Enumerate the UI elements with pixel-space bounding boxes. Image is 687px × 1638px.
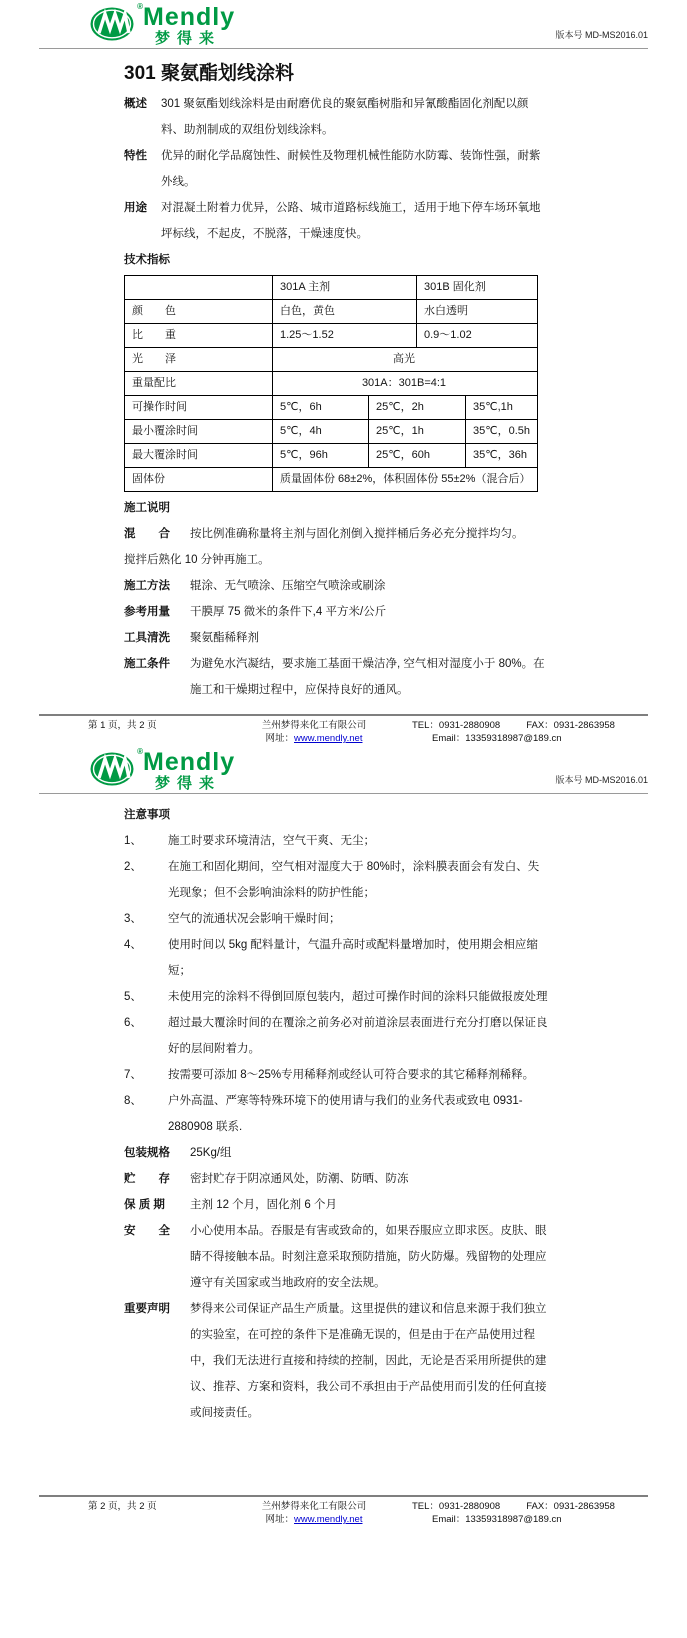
fax-label: FAX：0931-2863958 (526, 720, 615, 731)
info-text: 25Kg/组 (190, 1147, 232, 1159)
notice-number: 6、 (124, 1017, 142, 1029)
logo-emblem-icon (89, 747, 143, 788)
table-cell: 水白透明 (424, 305, 468, 317)
section-label: 用途 (124, 202, 147, 214)
section-label: 施工方法 (124, 580, 170, 592)
info-shelf-life (124, 1192, 548, 1218)
company-logo (89, 0, 235, 46)
page1-content (124, 49, 548, 703)
page-2 (0, 745, 687, 1638)
notice-item (124, 906, 548, 932)
info-label: 安 全 (124, 1225, 170, 1237)
notice-text: 户外高温、严寒等特殊环境下的使用请与我们的业务代表或致电 0931-2880908 联系. (168, 1095, 523, 1133)
tel-label: TEL：0931-2880908 (412, 720, 501, 731)
tech-spec-heading: 技术指标 (124, 254, 170, 266)
info-label: 贮 存 (124, 1173, 170, 1185)
section-label: 概述 (124, 98, 147, 110)
section-label: 施工条件 (124, 658, 170, 670)
info-safety (124, 1218, 548, 1296)
section-text: 按比例准确称量将主剂与固化剂倒入搅拌桶后务必充分搅拌均匀。 (190, 528, 524, 540)
notice-text: 空气的流通状况会影响干燥时间； (168, 913, 341, 925)
notice-number: 7、 (124, 1069, 142, 1081)
notice-text: 按需要可添加 8～25%专用稀释剂或经认可符合要求的其它稀释剂稀释。 (168, 1069, 535, 1081)
notice-number: 4、 (124, 939, 142, 951)
info-packaging (124, 1140, 548, 1166)
page1-header (39, 0, 648, 49)
section-text: 辊涂、无气喷涂、压缩空气喷涂或刷涂 (190, 580, 386, 592)
website-line (230, 1513, 398, 1526)
page1-footer (0, 714, 687, 745)
section-text: 聚氨酯稀释剂 (190, 632, 259, 644)
section-dosage (124, 599, 548, 625)
table-cell: 重量配比 (125, 372, 273, 395)
mixing-continuation: 搅拌后熟化 10 分钟再施工。 (124, 554, 270, 566)
company-name: 兰州梦得来化工有限公司 (261, 720, 367, 731)
website-label: 网址： (265, 733, 295, 744)
table-cell: 25℃，2h (369, 396, 466, 419)
table-cell: 高光 (393, 353, 415, 365)
table-row (125, 372, 537, 396)
section-label: 工具清洗 (124, 632, 170, 644)
table-cell: 5℃，4h (273, 420, 369, 443)
info-label: 保 质 期 (124, 1199, 165, 1211)
info-text: 主剂 12 个月，固化剂 6 个月 (190, 1199, 337, 1211)
website-link[interactable]: www.mendly.net (294, 733, 363, 744)
company-logo (89, 745, 235, 791)
table-cell: 可操作时间 (125, 396, 273, 419)
notice-text: 在施工和固化期间，空气相对湿度大于 80%时，涂料膜表面会有发白、失光现象；但不会影响油涂料的防护性能； (168, 861, 540, 899)
page-1 (0, 0, 687, 745)
table-cell: 5℃，96h (273, 444, 369, 467)
construction-heading: 施工说明 (124, 502, 170, 514)
table-cell: 301B 固化剂 (424, 281, 486, 293)
notice-number: 8、 (124, 1095, 142, 1107)
notice-item (124, 854, 548, 906)
table-cell: 25℃，60h (369, 444, 466, 467)
section-text: 干膜厚 75 微米的条件下,4 平方米/公斤 (190, 606, 387, 618)
table-row (125, 300, 537, 324)
page-title: 301 聚氨酯划线涂料 (124, 63, 294, 84)
table-cell: 白色，黄色 (273, 300, 417, 323)
section-label: 参考用量 (124, 606, 170, 618)
page2-header (39, 745, 648, 794)
table-cell: 最大覆涂时间 (125, 444, 273, 467)
bottom-margin (0, 1526, 687, 1638)
info-text: 小心使用本品。吞服是有害或致命的，如果吞服应立即求医。皮肤、眼睛不得接触本品。时刻注意采取预防措施，防火防爆。残留物的处理应遵守有关国家或当地政府的安全法规。 (190, 1225, 547, 1289)
info-text: 梦得来公司保证产品生产质量。这里提供的建议和信息来源于我们独立的实验室，在可控的条件下是准确无误的，但是由于在产品使用过程中，我们无法进行直接和持续的控制，因此，无论是否采用所提供的建议、推荐、方案和资料，我公司不承担由于产品使用而引发的任何直接或间接责任。 (190, 1303, 547, 1419)
info-label: 包装规格 (124, 1147, 170, 1159)
logo-emblem-icon (89, 2, 143, 43)
tel-label: TEL：0931-2880908 (412, 1501, 501, 1512)
page-number: 第 1 页，共 2 页 (88, 720, 157, 731)
section-overview (124, 91, 548, 143)
table-cell: 最小覆涂时间 (125, 420, 273, 443)
section-mixing (124, 521, 548, 547)
table-cell: 0.9～1.02 (424, 329, 472, 341)
section-conditions (124, 651, 548, 703)
brand-name-cn: 梦得来 (155, 30, 222, 47)
brand-name-en: Mendly (143, 3, 236, 31)
info-label: 重要声明 (124, 1303, 170, 1315)
info-text: 密封贮存于阴凉通风处，防潮、防晒、防冻 (190, 1173, 409, 1185)
table-cell: 固体份 (125, 468, 273, 491)
notice-item (124, 984, 548, 1010)
section-usage (124, 195, 548, 247)
table-row (125, 396, 537, 420)
table-row (125, 444, 537, 468)
info-storage (124, 1166, 548, 1192)
email-label: Email：13359318987@189.cn (432, 733, 562, 744)
notice-text: 超过最大覆涂时间的在覆涂之前务必对前道涂层表面进行充分打磨以保证良好的层间附着力。 (168, 1017, 548, 1055)
table-row (125, 420, 537, 444)
notice-text: 使用时间以 5kg 配料量计，气温升高时或配料量增加时，使用期会相应缩短； (168, 939, 538, 977)
table-cell: 301A：301B=4:1 (361, 377, 447, 389)
notice-text: 未使用完的涂料不得倒回原包装内，超过可操作时间的涂料只能做报废处理 (168, 991, 548, 1003)
version-label: 版本号 MD-MS2016.01 (555, 775, 648, 785)
section-features (124, 143, 548, 195)
email-label: Email：13359318987@189.cn (432, 1514, 562, 1525)
table-cell: 35℃,1h (473, 401, 513, 413)
table-cell: 35℃，36h (473, 449, 527, 461)
table-cell: 颜 色 (125, 300, 273, 323)
website-link[interactable]: www.mendly.net (294, 1514, 363, 1525)
table-row (125, 468, 537, 491)
table-row (125, 324, 537, 348)
table-cell: 301A 主剂 (273, 276, 417, 299)
notice-text: 施工时要求环境清洁，空气干爽、无尘； (168, 835, 375, 847)
table-row (125, 348, 537, 372)
table-row (125, 276, 537, 300)
version-label: 版本号 MD-MS2016.01 (555, 30, 648, 40)
notice-item (124, 932, 548, 984)
page-number: 第 2 页，共 2 页 (88, 1501, 157, 1512)
notice-number: 5、 (124, 991, 142, 1003)
fax-label: FAX：0931-2863958 (526, 1501, 615, 1512)
section-text: 为避免水汽凝结，要求施工基面干燥洁净, 空气相对湿度小于 80%。在施工和干燥期过程中，应保持良好的通风。 (190, 658, 545, 696)
page2-footer (0, 1495, 687, 1526)
company-name: 兰州梦得来化工有限公司 (261, 1501, 367, 1512)
notice-heading: 注意事项 (124, 809, 170, 821)
table-cell: 35℃，0.5h (473, 425, 530, 437)
info-disclaimer (124, 1296, 548, 1426)
notice-number: 3、 (124, 913, 142, 925)
registered-mark: ® (137, 2, 143, 11)
table-cell: 5℃，6h (273, 396, 369, 419)
section-label: 混 合 (124, 528, 170, 540)
notice-item (124, 1010, 548, 1062)
brand-name-en: Mendly (143, 748, 236, 776)
registered-mark: ® (137, 747, 143, 756)
table-cell: 光 泽 (125, 348, 273, 371)
section-text: 对混凝土附着力优异，公路、城市道路标线施工，适用于地下停车场环氧地坪标线，不起皮，不脱落，干燥速度快。 (161, 202, 541, 240)
table-cell: 1.25～1.52 (273, 324, 417, 347)
notice-item (124, 1088, 548, 1140)
table-cell: 比 重 (125, 324, 273, 347)
notice-number: 2、 (124, 861, 142, 873)
brand-name-cn: 梦得来 (155, 775, 222, 792)
section-text: 301 聚氨酯划线涂料是由耐磨优良的聚氨酯树脂和异氰酸酯固化剂配以颜料、助剂制成的双组份划线涂料。 (161, 98, 529, 136)
notice-item (124, 1062, 548, 1088)
section-label: 特性 (124, 150, 147, 162)
page2-content (124, 794, 548, 1426)
notice-item (124, 828, 548, 854)
section-method (124, 573, 548, 599)
table-cell: 质量固体份 68±2%，体积固体份 55±2%（混合后） (280, 473, 531, 485)
website-line (230, 732, 398, 745)
tech-spec-table (124, 275, 538, 492)
notice-number: 1、 (124, 835, 142, 847)
section-tool-cleaning (124, 625, 548, 651)
section-text: 优异的耐化学品腐蚀性、耐候性及物理机械性能防水防霉、装饰性强，耐紫外线。 (161, 150, 541, 188)
table-cell (125, 276, 273, 299)
table-cell: 25℃，1h (369, 420, 466, 443)
website-label: 网址： (265, 1514, 295, 1525)
